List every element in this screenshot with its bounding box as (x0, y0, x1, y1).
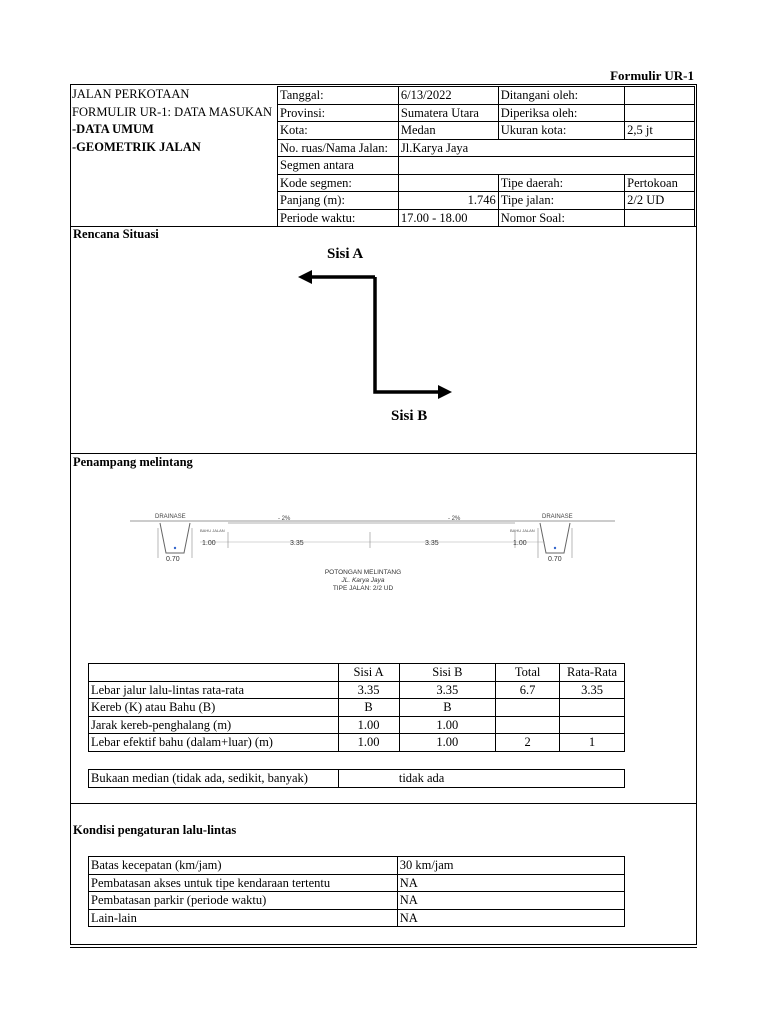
table-cell: 3.35 (560, 681, 625, 699)
header-line-4: -GEOMETRIK JALAN (72, 139, 201, 154)
header-table (277, 86, 695, 227)
median-row (89, 770, 625, 788)
section-title-situasi: Rencana Situasi (73, 227, 159, 241)
header-row (278, 174, 695, 192)
header-label2: Ukuran kota: (498, 122, 624, 140)
table-cell: Pembatasan parkir (periode waktu) (89, 892, 398, 910)
header-label: Tanggal: (278, 87, 399, 105)
header-value (398, 157, 694, 175)
table-row (89, 857, 625, 875)
table-cell: 6.7 (496, 681, 560, 699)
table-cell: 1.00 (338, 716, 399, 734)
side-b-label: Sisi B (391, 408, 428, 424)
header-label2: Nomor Soal: (498, 209, 624, 227)
drawing-caption-1: POTONGAN MELINTANG (324, 569, 402, 576)
slope-left-label: - 2% (278, 516, 291, 522)
table-cell (560, 699, 625, 717)
divider (71, 803, 696, 804)
table-cell: Lebar efektif bahu (dalam+luar) (m) (89, 734, 339, 752)
table-cell: Jarak kereb-penghalang (m) (89, 716, 339, 734)
dim-lane-right: 3.35 (425, 540, 439, 547)
header-value: 6/13/2022 (398, 87, 498, 105)
table-cell: Pembatasan akses untuk tipe kendaraan tertentu (89, 874, 398, 892)
shoulder-left-label: BAHU JALAN (200, 528, 225, 533)
table-cell: Kereb (K) atau Bahu (B) (89, 699, 339, 717)
median-label: Bukaan median (tidak ada, sedikit, banyak) (89, 770, 339, 788)
header-value: Sumatera Utara (398, 104, 498, 122)
situation-arrow-diagram (290, 265, 460, 405)
divider (71, 453, 696, 454)
header-label: No. ruas/Nama Jalan: (278, 139, 399, 157)
drawing-caption-2: JL. Karya Jaya (341, 577, 385, 584)
table-cell: B (399, 699, 496, 717)
header-line-1: JALAN PERKOTAAN (72, 87, 190, 101)
header-value2 (625, 104, 695, 122)
table-cell (496, 716, 560, 734)
drainage-right-label: DRAINASE (542, 514, 573, 520)
header-label2: Tipe daerah: (498, 174, 624, 192)
table-cell: 3.35 (338, 681, 399, 699)
header-label: Provinsi: (278, 104, 399, 122)
cross-section-drawing (130, 508, 620, 598)
drawing-caption-3: TIPE JALAN: 2/2 UD (332, 585, 394, 592)
table-cell: 1.00 (399, 716, 496, 734)
header-line-2: FORMULIR UR-1: DATA MASUKAN (72, 104, 273, 119)
table-cell: NA (397, 909, 624, 927)
dim-drain-left: 0.70 (166, 556, 180, 563)
header-row (278, 157, 695, 175)
header-label: Segmen antara (278, 157, 399, 175)
table-header-cell: Sisi B (399, 664, 496, 682)
header-value2: Pertokoan (625, 174, 695, 192)
table-cell: Batas kecepatan (km/jam) (89, 857, 398, 875)
header-row (278, 139, 695, 157)
header-value: 1.746 (398, 192, 498, 210)
header-value2 (625, 209, 695, 227)
table-row (89, 734, 625, 752)
header-row (278, 122, 695, 140)
slope-right-label: - 2% (448, 516, 461, 522)
header-value (398, 174, 498, 192)
table-header-cell: Sisi A (338, 664, 399, 682)
side-a-label: Sisi A (327, 246, 364, 262)
table-row (89, 874, 625, 892)
divider (71, 226, 696, 227)
table-cell: Lain-lain (89, 909, 398, 927)
geometry-table (88, 663, 625, 752)
dim-shoulder-left: 1.00 (202, 540, 216, 547)
form-frame-bottom (70, 944, 697, 948)
table-cell (496, 699, 560, 717)
table-cell: B (338, 699, 399, 717)
header-row (278, 87, 695, 105)
arrow-head-right-icon (438, 385, 452, 399)
section-title-kondisi: Kondisi pengaturan lalu-lintas (73, 823, 237, 837)
table-cell: NA (397, 892, 624, 910)
median-table (88, 769, 625, 788)
table-header-row (89, 664, 625, 682)
table-row (89, 892, 625, 910)
table-row (89, 699, 625, 717)
header-row (278, 192, 695, 210)
dim-shoulder-right: 1.00 (513, 540, 527, 547)
header-label: Kota: (278, 122, 399, 140)
dim-lane-left: 3.35 (290, 540, 304, 547)
traffic-control-table (88, 856, 625, 927)
table-cell (560, 716, 625, 734)
header-label2: Diperiksa oleh: (498, 104, 624, 122)
table-header-cell: Rata-Rata (560, 664, 625, 682)
table-cell: 1.00 (399, 734, 496, 752)
header-line-3: -DATA UMUM (72, 122, 154, 136)
header-value: Jl.Karya Jaya (398, 139, 694, 157)
table-cell: Lebar jalur lalu-lintas rata-rata (89, 681, 339, 699)
table-row (89, 909, 625, 927)
shoulder-right-label: BAHU JALAN (510, 528, 535, 533)
table-cell: 1.00 (338, 734, 399, 752)
arrow-head-left-icon (298, 270, 312, 284)
dim-drain-right: 0.70 (548, 556, 562, 563)
section-title-penampang: Penampang melintang (73, 455, 193, 469)
header-row (278, 104, 695, 122)
table-cell: 3.35 (399, 681, 496, 699)
header-label2: Ditangani oleh: (498, 87, 624, 105)
table-cell: 1 (560, 734, 625, 752)
header-value2: 2/2 UD (625, 192, 695, 210)
header-label: Panjang (m): (278, 192, 399, 210)
form-title: Formulir UR-1 (610, 68, 694, 83)
table-cell: 2 (496, 734, 560, 752)
table-cell: NA (397, 874, 624, 892)
header-row (278, 209, 695, 227)
header-value2 (625, 87, 695, 105)
header-value: 17.00 - 18.00 (398, 209, 498, 227)
header-left (72, 86, 278, 156)
table-row (89, 716, 625, 734)
table-cell: 30 km/jam (397, 857, 624, 875)
route-line (375, 277, 440, 392)
drainage-left-label: DRAINASE (155, 514, 186, 520)
header-value2: 2,5 jt (625, 122, 695, 140)
table-header-cell (89, 664, 339, 682)
header-value: Medan (398, 122, 498, 140)
median-value: tidak ada (338, 770, 624, 788)
table-header-cell: Total (496, 664, 560, 682)
header-label2: Tipe jalan: (498, 192, 624, 210)
table-row (89, 681, 625, 699)
header-label: Kode segmen: (278, 174, 399, 192)
header-label: Periode waktu: (278, 209, 399, 227)
